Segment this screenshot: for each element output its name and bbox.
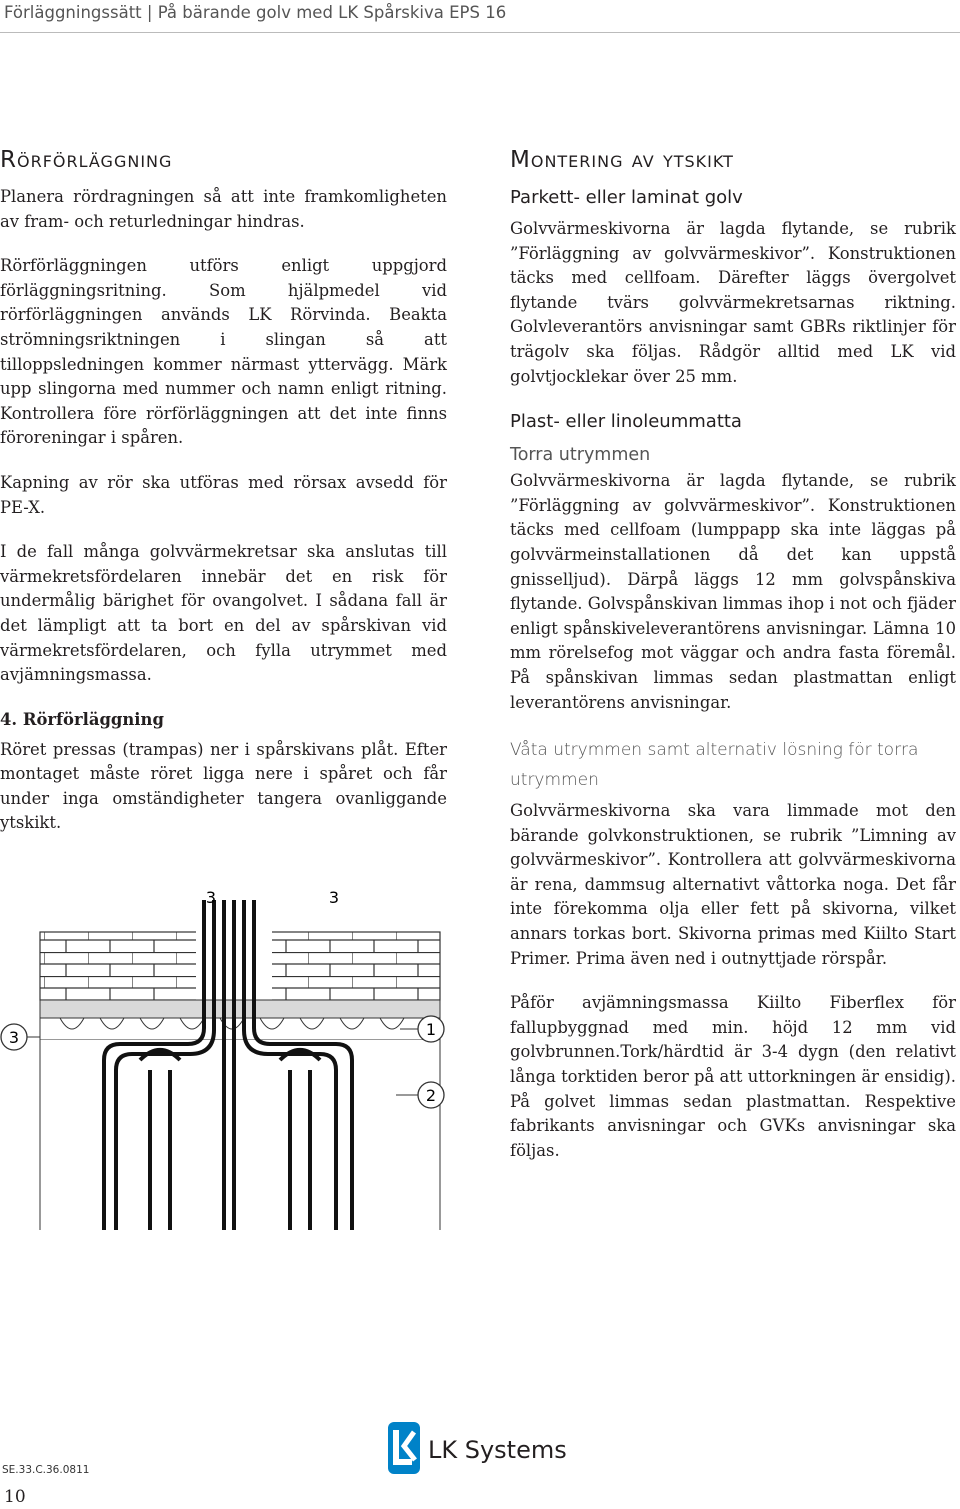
paragraph: Golvvärmeskivorna är lagda flytande, se rubrik ”Förläggning av golvvärmeskivor”. Konstruktionen täcks med cellfoam. Därefter läggs övergolvet flytande tvärs golvvärmekretsarnas riktning. Golvleverantörs anvisningar samt GBRs riktlinjer för trägolv ska följas. Rådgör alltid med LK vid golvtjocklekar över 25 mm. <box>510 219 956 386</box>
paragraph: Röret pressas (trampas) ner i spårskivans plåt. Efter montaget måste röret ligga nere i spåret och får under inga omständigheter tangera ovanliggande ytskikt. <box>0 739 447 833</box>
label-top-a: 3 <box>205 888 217 907</box>
section-title-rorforlaggning: Rörförläggning <box>0 147 173 173</box>
subheading-plast: Plast- eller linoleummatta <box>510 411 742 433</box>
groove-board <box>40 1018 440 1040</box>
label-top-b: 3 <box>328 888 340 907</box>
paragraph: Påför avjämningsmassa Kiilto Fiberflex för fallupbyggnad med min. höjd 12 mm vid golvbrunnen.Tork/härdtid är 3-4 dygn (den relativt långa torktiden beror på att uttorkningen är ensidig). På golvet limmas sedan plastmattan. Respektive fabrikants anvisningar och GVKs anvisningar ska följas. <box>510 993 956 1160</box>
paragraph: I de fall många golvvärmekretsar ska anslutas till värmekretsfördelaren innebär det en risk för undermålig bärighet för ovangolvet. I sådana fall är det lämpligt att ta bort en del av spårskivan vid värmekretsfördelaren, och fylla utrymmet med avjämningsmassa. <box>0 542 447 685</box>
paragraph: Rörförläggningen utförs enligt uppgjord förläggningsritning. Som hjälpmedel vid rörförläggningen används LK Rörvinda. Beakta strömningsriktningen i slingan så att tilloppsledningen kommer närmast yttervägg. Märk upp slingorna med nummer och namn enligt ritning. Kontrollera före rörförläggningen att det inte finns föroreningar i spåren. <box>0 256 447 448</box>
paragraph: Planera rördragningen så att inte framkomligheten av fram- och returledningar hindras. <box>0 187 447 231</box>
numbered-heading: 4. Rörförläggning <box>0 709 164 729</box>
logo-mark <box>388 1422 578 1474</box>
paragraph: Kapning av rör ska utföras med rörsax avsedd för PE-X. <box>0 472 447 517</box>
floor-slab <box>40 1000 440 1018</box>
header-title: Förläggningssätt | På bärande golv med LK Spårskiva EPS 16 <box>4 3 507 22</box>
right-column <box>510 145 956 1183</box>
pipe-installation-figure <box>0 880 470 1230</box>
lk-systems-logo <box>388 1422 578 1474</box>
figure-drawing <box>0 880 470 1230</box>
header-divider <box>0 32 960 33</box>
paragraph: Golvvärmeskivorna är lagda flytande, se rubrik ”Förläggning av golvvärmeskivor”. Konstruktionen täcks med cellfoam (lumppapp ska inte läggas på golvvärmeinstallationen då det kan uppstå gnisselljud). Därpå läggs 12 mm golvspånskiva flytande. Golvspånskivan limmas ihop i not och fjäder enligt spånskiveleverantörens anvisningar. Lämna 10 mm rörelsefog mot väggar och andra fasta föremål. På spånskivan limmas sedan plastmattan enligt leverantörens anvisningar. <box>510 471 956 712</box>
label-right-2: 2 <box>425 1086 437 1105</box>
label-right-1: 1 <box>425 1020 437 1039</box>
paragraph: Golvvärmeskivorna ska vara limmade mot den bärande golvkonstruktionen, se rubrik ”Limning av golvvärmeskivor”. Kontrollera att golvvärmeskivorna är rena, dammsug alternativt våttorka noga. Det får inte förekomma olja eller fett på skivorna, vilket annars torkas bort. Skivorna primas med Kiilto Start Primer. Prima även ned i outnyttjade rörspår. <box>510 801 956 968</box>
subheading-torra: Torra utrymmen <box>510 445 651 466</box>
subheading-vata: Våta utrymmen samt alternativ lösning för torra utrymmen <box>510 740 919 791</box>
subheading-parkett: Parkett- eller laminat golv <box>510 187 743 208</box>
page-header <box>0 0 960 34</box>
document-code: SE.33.C.36.0811 <box>2 1464 90 1476</box>
section-title-montering: Montering av ytskikt <box>510 147 734 173</box>
page-number: 10 <box>4 1487 26 1507</box>
left-column <box>0 145 447 836</box>
logo-text: LK Systems <box>428 1436 567 1464</box>
label-left: 3 <box>8 1028 20 1047</box>
